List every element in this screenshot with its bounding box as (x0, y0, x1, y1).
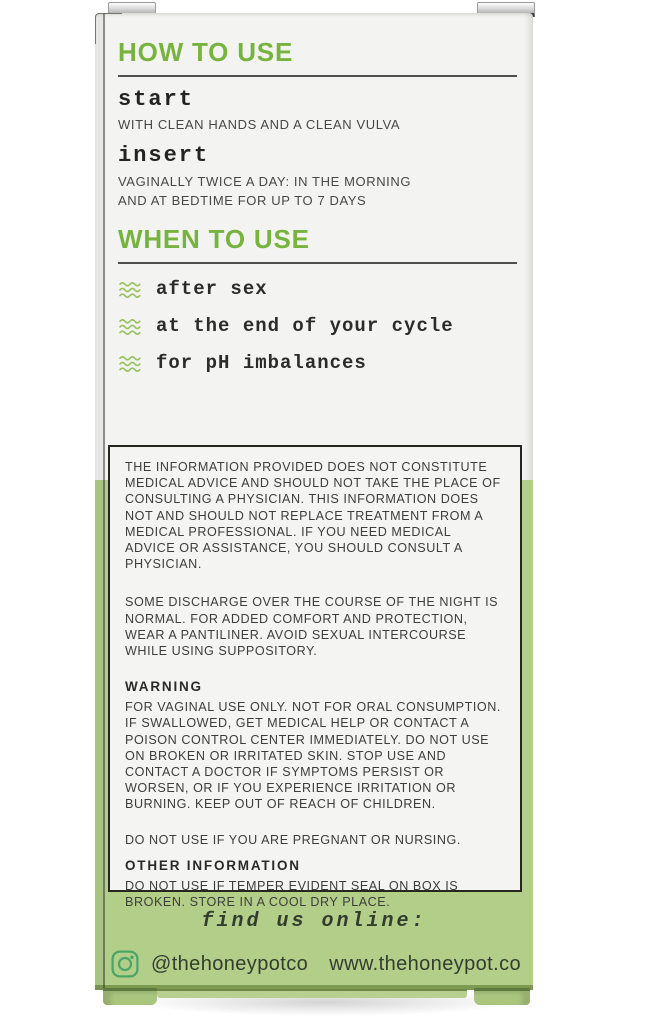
when-to-use-title: WHEN TO USE (118, 224, 310, 254)
when-to-use-divider (118, 262, 517, 264)
waves-icon (118, 317, 142, 336)
step-start-label: start (118, 87, 195, 112)
list-item-label: for pH imbalances (156, 352, 367, 374)
box-bottom-flap (157, 989, 467, 998)
panel-content (95, 13, 533, 990)
waves-icon (118, 280, 142, 299)
list-item (118, 314, 454, 338)
how-to-use-divider (118, 75, 517, 77)
waves-icon (118, 354, 142, 373)
step-insert-description: VAGINALLY TWICE A DAY: IN THE MORNING AND AT BEDTIME FOR UP TO 7 DAYS (118, 174, 412, 208)
warning-title: WARNING (125, 679, 203, 695)
list-item (118, 351, 454, 375)
panel-face (95, 13, 533, 990)
box-bottom-foot-right (474, 988, 530, 1005)
box-bottom-foot-left (103, 988, 157, 1005)
medical-disclaimer-text: THE INFORMATION PROVIDED DOES NOT CONSTITUTE MEDICAL ADVICE AND SHOULD NOT TAKE THE PLACE OF CONSULTING A PHYSICIAN. THIS INFORMATION DOES NOT AND SHOULD NOT REPLACE TREATMENT FROM A MEDICAL PROFESSIONAL. IF YOU NEED MEDICAL ADVICE OR ASSISTANCE, YOU SHOULD CONSULT A PHYSICIAN. (125, 460, 501, 572)
instagram-handle: @thehoneypotco (151, 952, 309, 975)
other-information-title: OTHER INFORMATION (125, 857, 301, 873)
regulatory-info-box (108, 445, 522, 910)
pregnancy-warning-text: DO NOT USE IF YOU ARE PREGNANT OR NURSING. (125, 832, 461, 847)
instagram-icon (110, 949, 140, 979)
usage-advisory-text: SOME DISCHARGE OVER THE COURSE OF THE NIGHT IS NORMAL. FOR ADDED COMFORT AND PROTECTION, WEAR A PANTILINER. AVOID SEXUAL INTERCOURSE WHILE USING SUPPOSITORY. (125, 595, 499, 659)
how-to-use-title: HOW TO USE (118, 37, 294, 67)
list-item (118, 277, 454, 301)
other-information-text: DO NOT USE IF TEMPER EVIDENT SEAL ON BOX IS BROKEN. STORE IN A COOL DRY PLACE. (125, 878, 459, 910)
social-links-row (110, 946, 521, 982)
when-to-use-list (118, 277, 454, 388)
find-us-online-heading: find us online: (201, 910, 427, 933)
list-item-label: at the end of your cycle (156, 315, 454, 337)
step-start-description: WITH CLEAN HANDS AND A CLEAN VULVA (118, 117, 401, 132)
website-url: www.thehoneypot.co (329, 952, 521, 975)
list-item-label: after sex (156, 278, 268, 300)
package-back-panel (95, 13, 533, 990)
step-insert-label: insert (118, 143, 210, 168)
warning-text: FOR VAGINAL USE ONLY. NOT FOR ORAL CONSUMPTION. IF SWALLOWED, GET MEDICAL HELP OR CONTACT A POISON CONTROL CENTER IMMEDIATELY. DO NOT USE ON BROKEN OR IRRITATED SKIN. STOP USE AND CONTACT A DOCTOR IF SYMPTOMS PERSIST OR WORSEN, OR IF YOU EXPERIENCE IRRITATION OR BURNING. KEEP OUT OF REACH OF CHILDREN. (125, 700, 501, 812)
